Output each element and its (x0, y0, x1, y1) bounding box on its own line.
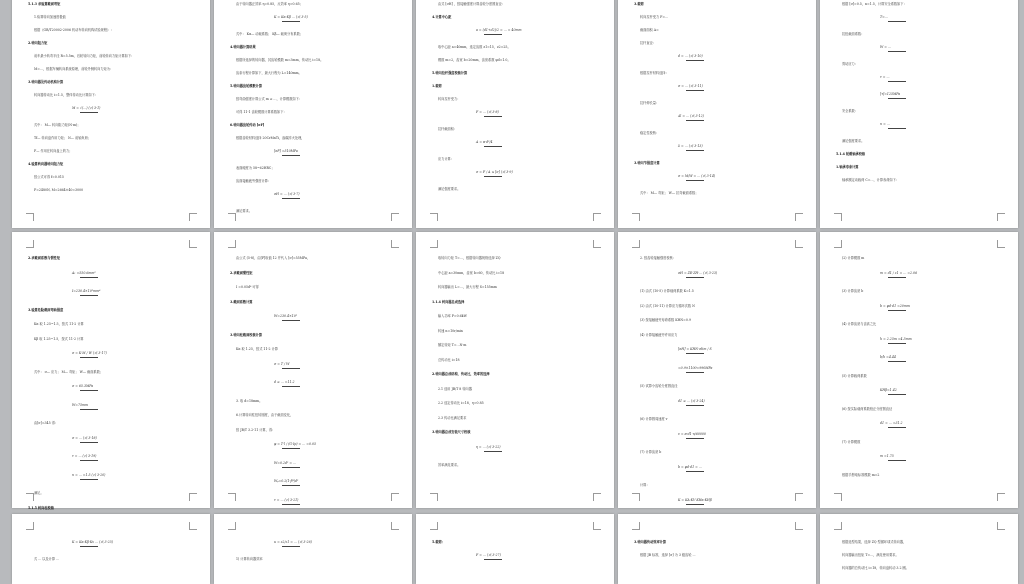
formula-line: u = z2/z1 = ... (式 3-26) (274, 540, 312, 544)
text-line: 转向拉杆受力： (438, 97, 461, 101)
text-line: 取转向力矩 T=...，根据转向器规格选择 ZQ (438, 256, 501, 260)
fraction-bar (888, 343, 906, 344)
text-line: 式中： M— 转向阻力矩(N·m)； (34, 123, 81, 127)
formula-line: A = π·d²/4 (476, 140, 493, 144)
document-page[interactable] (820, 514, 1018, 584)
formula-line: m = d1 / z1 = ... =2.06 (880, 270, 918, 275)
formula-line: σ = ... (式 3-18) (72, 435, 97, 440)
formula-line: d ≥ ... =11.2 (274, 380, 295, 384)
text-line: 计算： (640, 483, 650, 487)
crop-mark (26, 493, 34, 501)
crop-mark (632, 522, 640, 530)
fraction-bar (484, 34, 502, 35)
fraction-bar (686, 405, 704, 406)
text-line: 应力计算： (438, 157, 454, 161)
fraction-bar (282, 448, 300, 449)
crop-mark (593, 213, 601, 221)
formula-line: W=230.4×10³ (274, 314, 298, 318)
formula-line: m =1.75 (880, 454, 894, 458)
text-line: 转向拉杆受力 F=... (640, 15, 669, 19)
formula-line: [τ]=125MPa (880, 92, 901, 96)
formula-line: h = 2.25m =4.5mm (880, 336, 912, 341)
text-line: F— 作用在转向盘上的力； (34, 149, 73, 153)
crop-mark (26, 522, 34, 530)
formula-line: v = π·d1·n/60000 (678, 431, 706, 436)
document-page[interactable] (618, 0, 816, 228)
crop-mark (834, 493, 842, 501)
fraction-bar (888, 427, 906, 428)
document-page[interactable] (214, 232, 412, 508)
formula-line: =0.9×1100=990MPa (678, 365, 713, 370)
fraction-bar (888, 51, 906, 52)
formula-line: Wₚ=0.2(1-β⁴)d³ (274, 479, 299, 483)
formula-line: M = √(...) (式 3-1) (72, 106, 101, 110)
text-line: 根据 JB 标准，选择 [σ] 为 3 级齿轮 ... (640, 553, 696, 557)
text-line: 表面硬度为 58~62HRC； (236, 166, 275, 170)
fraction-bar (484, 451, 502, 452)
text-line: (6) 计算圆周速度 v (640, 417, 668, 421)
formula-line: n = ... (880, 122, 890, 126)
formula-line: η = ... (式 3-22) (476, 444, 501, 449)
formula-line: A₁ =550.6mm² (72, 270, 96, 275)
crop-mark (189, 240, 197, 248)
section-heading: 2.求截面惯性矩 (230, 270, 253, 275)
crop-mark (593, 240, 601, 248)
formula-line: I=230.4×10³mm⁴ (72, 289, 101, 293)
fraction-bar (686, 180, 704, 181)
fraction-bar (80, 357, 98, 358)
fraction-bar (282, 485, 300, 486)
fraction-bar (80, 390, 98, 391)
formula-line: σ = ... (式 3-11) (678, 84, 703, 88)
document-page[interactable] (416, 232, 614, 508)
fraction-bar (282, 320, 300, 321)
text-line: (5) 试算小齿轮分度圆直径 (640, 384, 678, 388)
text-line: 抗扭截面系数： (842, 32, 865, 36)
fraction-bar (80, 546, 98, 547)
text-line: 拉杆伸长量： (640, 101, 660, 105)
text-line: (7) 计算齿宽 b (640, 450, 662, 454)
text-line: 中心距 a=30mm，齿宽 b=60，传动比 i=18 (438, 270, 505, 275)
document-page[interactable] (214, 0, 412, 228)
text-line: (1) 由式 (10-5) 计算载荷系数 K=1.5 (640, 289, 694, 293)
crop-mark (26, 240, 34, 248)
text-line: Kα 取 1.25~1.5，按式 11-2 计算 (34, 322, 84, 326)
fraction-bar (686, 60, 704, 61)
fraction-bar (888, 361, 906, 362)
text-line: Kα 取 1.25，按式 11-2 计算 (236, 347, 278, 351)
text-line: 根据选型结果，选择 ZQ 型循环球式转向器， (842, 540, 907, 544)
fraction-bar (686, 504, 704, 505)
formula-line: τ = ... (式 3-19) (72, 454, 97, 458)
crop-mark (795, 240, 803, 248)
section-heading: 5.1.3 求验算截面弯矩 (28, 2, 61, 6)
text-line: (6) 按实际载荷系数校正分度圆直径 (842, 406, 893, 411)
section-heading: 6.转向器齿轮传动 [σF] (230, 123, 265, 127)
crop-mark (189, 522, 197, 530)
fraction-bar (80, 409, 98, 410)
crop-mark (997, 213, 1005, 221)
crop-mark (391, 493, 399, 501)
formula-line: d1 = ... =31.2 (880, 421, 903, 425)
section-heading: 4.验算转向器转向阻力矩 (28, 162, 64, 166)
section-heading: 3.转向器总成安装尺寸校核 (432, 430, 471, 434)
crop-mark (632, 493, 640, 501)
fraction-bar (686, 150, 704, 151)
text-line: (4) 计算接触疲劳许用应力 (640, 332, 678, 337)
formula-line: σ = M/W = ... (式 3-14) (678, 174, 716, 178)
formula-line: a = (d1+d2)/2 = ... = 40mm (476, 28, 522, 32)
fraction-bar (484, 116, 502, 117)
section-heading: 4.转向器计算结果 (230, 45, 256, 49)
crop-mark (593, 522, 601, 530)
fraction-bar (80, 277, 98, 278)
text-line: 6.计算转向柱扭转刚度，由于截面变化， (236, 413, 294, 417)
text-line: 稳定性校核： (640, 131, 660, 135)
section-heading: 2.转向器总成结构，传动比，效率的选择 (432, 372, 490, 376)
crop-mark (228, 493, 236, 501)
text-line: 拉杆直径： (640, 41, 656, 45)
text-line: 取中心距 a=40mm，选定齿数 z1=15，z2=25。 (438, 45, 511, 49)
document-page[interactable] (12, 232, 210, 508)
text-line: 根据《GB/T20002-2006 机动车转向机构试验规程》 : (34, 28, 113, 32)
text-line: 满足要求。 (236, 209, 252, 213)
crop-mark (795, 522, 803, 530)
section-heading: 5.载荷： (432, 540, 445, 544)
section-heading: 1.轴承寿命计算 (836, 165, 859, 169)
crop-mark (834, 240, 842, 248)
text-line: 2. 按齿轮接触强度校核： (640, 256, 676, 260)
crop-mark (430, 240, 438, 248)
section-heading: 4.计算中心距 (432, 15, 452, 19)
formula-line: σ = T / W (274, 361, 290, 366)
section-heading: 5.1.5 转向柱校核 (28, 505, 54, 510)
formula-line: W = ... (880, 45, 892, 49)
text-line: 齿面接触疲劳强度计算： (236, 179, 272, 183)
formula-line: σ = 65.3MPa (72, 384, 94, 388)
fraction-bar (80, 479, 98, 480)
text-line: 按 JB/T 3.2-11 计算，得： (236, 427, 276, 432)
text-line: 前车最小转弯半径 R=5.5m，后轮转向力矩，前轮转向力矩计算如下： (34, 54, 135, 58)
formula-line: n = ... =1.5 (式 3-20) (72, 472, 106, 477)
text-line: 拉杆截面积： (438, 127, 458, 131)
text-line: Tf— 转向盘作用力矩； N— 前轴负荷； (34, 136, 91, 140)
fraction-bar (888, 128, 906, 129)
text-line: (7) 计算模数 (842, 439, 861, 444)
section-heading: 3.验算危险截面弯曲强度 (28, 307, 64, 312)
text-line: 由[σ]=345 得： (34, 421, 58, 425)
text-line: 式中： σ— 应力； M— 弯矩； W— 截面系数； (34, 369, 103, 374)
formula-line: τ = ... (880, 75, 890, 79)
fraction-bar (888, 277, 906, 278)
formula-line: T=... (880, 15, 888, 19)
fraction-bar (282, 368, 300, 369)
text-line: 按公式可得 f=0.015 (34, 175, 64, 179)
text-line: (2) 由式 (10-11) 计算应力循环次数 N (640, 303, 695, 308)
fraction-bar (484, 176, 502, 177)
formula-line: W=75mm (72, 402, 89, 407)
formula-line: σ = K·M / W (式 3-17) (72, 351, 107, 355)
text-line: 齿条行程计算如下，最大行程为 L=140mm。 (236, 71, 302, 75)
text-line: 根据手册取标准模数 m=2 (842, 472, 880, 477)
text-line: (2) 计算模数 m (842, 256, 865, 260)
crop-mark (228, 240, 236, 248)
formula-line: λ = ... (式 3-13) (678, 144, 703, 148)
fraction-bar (686, 372, 704, 373)
formula-line: d = ... (式 3-10) (678, 54, 703, 58)
section-heading: 5.转向拉杆强度校核计算 (432, 71, 468, 75)
crop-mark (430, 493, 438, 501)
text-line: 转向器输出扭矩 T=...，满足使用要求。 (842, 553, 899, 557)
formula-line: [σH] = KHN·σlim / S (678, 347, 712, 351)
document-page[interactable] (214, 514, 412, 584)
crop-mark (795, 213, 803, 221)
fraction-bar (888, 81, 906, 82)
fraction-bar (686, 353, 704, 354)
text-line: (3) 按接触疲劳寿命系数 KHN=0.9 (640, 318, 691, 322)
crop-mark (26, 213, 34, 221)
crop-mark (834, 213, 842, 221)
crop-mark (834, 522, 842, 530)
formula-line: K = KA·KV·KHα·KHβ (678, 497, 712, 502)
text-line: 2.1 选用 JB/T 8 转向器 (438, 386, 472, 391)
text-line: (4) 计算齿宽与齿高之比 (842, 322, 877, 326)
fraction-bar (686, 90, 704, 91)
text-line: 剪切应力： (842, 62, 858, 66)
text-line: 式 ... 以及计算 ... (34, 557, 60, 561)
crop-mark (997, 240, 1005, 248)
crop-mark (391, 240, 399, 248)
text-line: 1.验算转向加速度极值 (34, 15, 66, 19)
document-page[interactable] (618, 514, 816, 584)
document-page[interactable] (416, 0, 614, 228)
formula-line: σH = ZE·ZH·... (式 3-23) (678, 270, 718, 275)
crop-mark (593, 493, 601, 501)
section-heading: 3.转向器及传动机构计算 (28, 80, 64, 84)
fraction-bar (282, 467, 300, 468)
crop-mark (430, 213, 438, 221)
text-line: 总传动比 i=18 (438, 357, 460, 362)
crop-mark (997, 493, 1005, 501)
fraction-bar (888, 21, 906, 22)
text-line: 模数 m=2，齿宽 b=20mm，齿宽系数 φd=1.0。 (438, 58, 511, 62)
formula-line: φ = T·l / (G·Ip) = ... =0.05 (274, 442, 317, 446)
text-line: 安全系数： (842, 109, 858, 113)
text-line: 由于转向器正效率 η=0.85，反效率 η=0.65； (236, 2, 303, 6)
fraction-bar (282, 386, 300, 387)
text-line: (3) 计算齿宽 b (842, 289, 864, 293)
section-heading: 2.求截面系数与惯性矩 (28, 256, 61, 260)
text-line: 效率满足要求。 (438, 463, 461, 467)
section-heading: 3.转向器传动效率计算 (634, 540, 667, 544)
fraction-bar (80, 460, 98, 461)
text-line: M=...，根据车辆转向系统原理，前轮外侧转向力矩为： (34, 67, 114, 71)
fraction-bar (686, 277, 704, 278)
crop-mark (189, 213, 197, 221)
text-line: 满足强度要求。 (438, 187, 461, 191)
formula-line: [σF] =510MPa (274, 149, 298, 153)
fraction-bar (484, 146, 502, 147)
text-line: 由公式 (5-8)，由[F]取值 12 并代入 [σ]=55MPa， (236, 256, 311, 260)
text-line: 2.3 传动比满足要求 (438, 415, 467, 420)
formula-line: b/h =4.44 (880, 355, 896, 359)
formula-line: Δl = ... (式 3-12) (678, 114, 704, 118)
crop-mark (632, 240, 640, 248)
section-heading: 3.转向节强度计算 (634, 161, 660, 165)
text-line: 满足。 (34, 491, 44, 495)
text-line: 根据拉杆材料选择： (640, 71, 669, 75)
fraction-bar (80, 442, 98, 443)
text-line: 由式 [σH] ，按接触强度计算齿轮分度圆直径： (438, 2, 505, 6)
crop-mark (795, 493, 803, 501)
formula-line: σ = F / A ≤ [σ] (式 3-9) (476, 170, 513, 174)
crop-mark (632, 213, 640, 221)
fraction-bar (484, 559, 502, 560)
fraction-bar (888, 460, 906, 461)
fraction-bar (80, 295, 98, 296)
text-line: 1) 计算转向器效率 (236, 557, 263, 561)
text-line: (5) 计算载荷系数 (842, 373, 867, 378)
text-line: 转向器传动比 i=1.5，整体传动比计算如下： (34, 93, 98, 97)
formula-line: b = φd·d1 =20mm (880, 303, 910, 308)
text-line: F=2480N, M=2664×40=3000 (34, 188, 84, 192)
section-heading: 1.载荷 (432, 84, 442, 88)
text-line: 2.2 选定传动比 i=18，η=0.85 (438, 401, 484, 405)
text-line: I =0.05d⁴ 可得 (236, 285, 259, 289)
crop-mark (391, 213, 399, 221)
section-heading: 3.转向柱截面校核计算 (230, 332, 263, 337)
text-line: Kβ 取 1.25~1.5，按式 11-2 计算 (34, 336, 84, 341)
fraction-bar (686, 120, 704, 121)
fraction-bar (888, 98, 906, 99)
crop-mark (997, 522, 1005, 530)
section-heading: 5.1.4 轮毂轴承校核 (836, 152, 866, 156)
crop-mark (228, 213, 236, 221)
text-line: 式中： Kα— 动载系数； Kβ— 载荷分布系数； (236, 32, 303, 36)
document-page[interactable] (820, 232, 1018, 508)
section-heading: 3.截面系数计算 (230, 299, 253, 304)
formula-line: K = Kα·Kβ·Kv ... (式 3-25) (72, 540, 113, 544)
text-line: 根据所选择的转向器，其齿轮模数 m=3mm，传动比 i=18。 (236, 58, 324, 62)
fraction-bar (282, 155, 300, 156)
formula-line: d1 ≥ ... (式 3-24) (678, 398, 705, 403)
fraction-bar (686, 438, 704, 439)
fraction-bar (686, 471, 704, 472)
section-heading: 3.载荷 (634, 2, 644, 6)
crop-mark (391, 522, 399, 530)
fraction-bar (282, 21, 300, 22)
text-line: 按弯曲强度计算公式 m ≥ ...，计算模数如下： (236, 97, 302, 101)
formula-line: F = ... (式 3-8) (476, 110, 499, 114)
crop-mark (228, 522, 236, 530)
text-line: 满足强度要求。 (842, 139, 865, 143)
formula-line: W=0.2d³ = ... (274, 460, 297, 465)
fraction-bar (282, 546, 300, 547)
text-line: 根据齿轮材料选择 20CrMnTi，渗碳淬火处理， (236, 136, 305, 140)
fraction-bar (888, 394, 906, 395)
text-line: 3. 取 d=18mm。 (236, 398, 263, 403)
text-line: 转速 n=10r/min (438, 328, 463, 333)
text-line: 截面面积 A= (640, 28, 659, 32)
fraction-bar (888, 310, 906, 311)
section-heading: 1.1.4 转向器总成选择 (432, 299, 465, 304)
text-line: 轴承额定动载荷 C=...，计算寿命如下： (842, 178, 899, 182)
text-line: 可得 11-1 齿轮模数计算系数如下： (236, 110, 287, 114)
text-line: 转向器的总传动比 i=18，转向盘转动 3.2 圈。 (842, 566, 909, 570)
fraction-bar (80, 112, 98, 113)
document-page[interactable] (12, 0, 210, 228)
formula-line: K = Kα·Kβ ... (式 3-5) (274, 15, 308, 19)
formula-line: b = φd·d1 = ... (678, 464, 702, 469)
text-line: 输入功率 P=0.6kW (438, 314, 467, 318)
fraction-bar (282, 504, 300, 505)
text-line: 转向器输出 L=...，最大行程 S=155mm (438, 285, 497, 289)
document-page[interactable] (12, 514, 210, 584)
formula-line: KHβ=1.42 (880, 388, 897, 392)
text-line: 式中： M— 弯矩； W— 抗弯截面系数； (640, 191, 699, 195)
formula-line: F = ... (式 3-27) (476, 553, 501, 557)
crop-mark (430, 522, 438, 530)
text-line: 根据 [σ]=0.5，n=1.5，计算安全系数如下： (842, 2, 907, 6)
document-page[interactable] (820, 0, 1018, 228)
document-page[interactable] (618, 232, 816, 508)
document-page[interactable] (416, 514, 614, 584)
fraction-bar (282, 198, 300, 199)
section-heading: 5.转向器齿轮模数计算 (230, 84, 263, 88)
section-heading: 2.转向阻力矩 (28, 41, 48, 45)
crop-mark (189, 493, 197, 501)
formula-line: τ = ... (式 3-21) (274, 497, 299, 502)
formula-line: σH = ... (式 3-7) (274, 192, 300, 196)
text-line: 额定转矩 T=...N·m (438, 343, 467, 347)
